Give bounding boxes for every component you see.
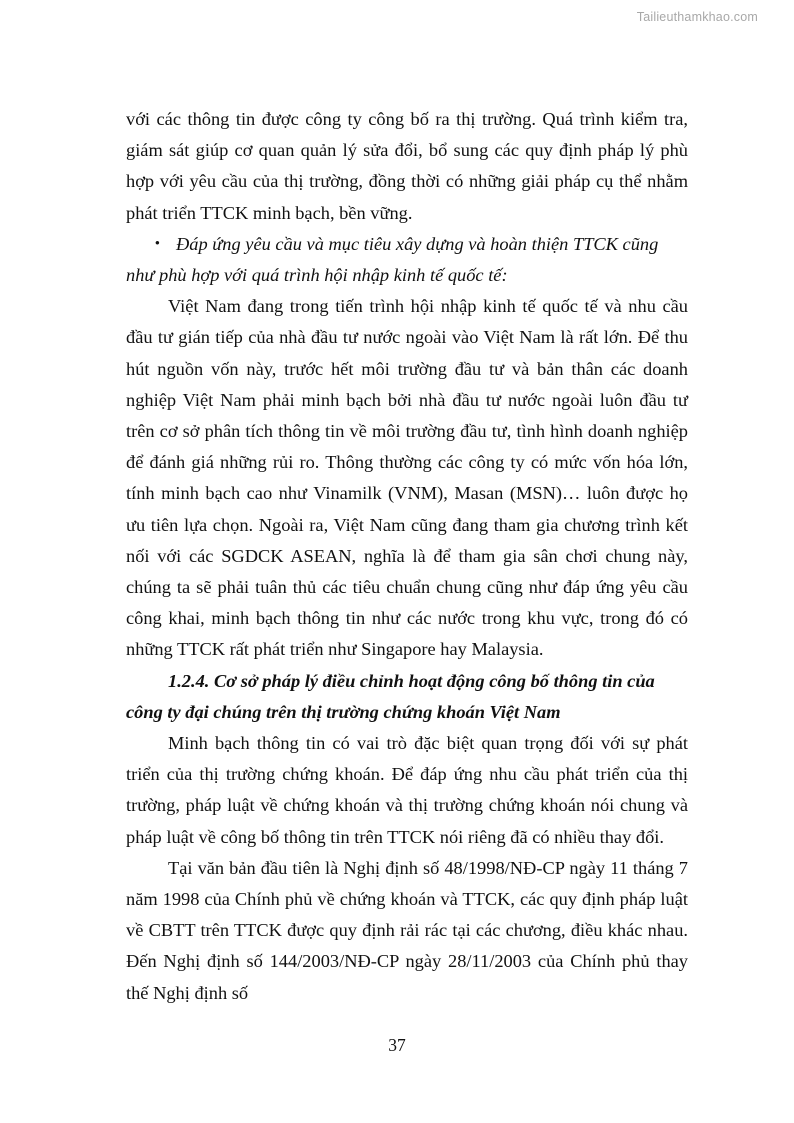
page-body [126,104,688,1009]
section-heading-1-2-4: 1.2.4. Cơ sở pháp lý điều chỉnh hoạt động công bố thông tin của công ty đại chúng trên thị trường chứng khoán Việt Nam [126,670,655,722]
page-number: 37 [388,1035,406,1055]
watermark-text: Tailieuthamkhao.com [636,10,758,24]
paragraph-continuation: với các thông tin được công ty công bố ra thị trường. Quá trình kiểm tra, giám sát giúp cơ quan quản lý sửa đổi, bổ sung các quy định pháp lý phù hợp với yêu cầu của thị trường, đồng thời có những giải pháp cụ thể nhằm phát triển TTCK minh bạch, bền vững. [126,109,688,223]
paragraph-transparency: Minh bạch thông tin có vai trò đặc biệt quan trọng đối với sự phát triển của thị trường chứng khoán. Để đáp ứng nhu cầu phát triển của thị trường, pháp luật về chứng khoán và thị trường chứng khoán nói chung và pháp luật về công bố thông tin trên TTCK nói riêng đã có nhiều thay đổi. [126,733,688,847]
paragraph-vietnam-integration: Việt Nam đang trong tiến trình hội nhập kinh tế quốc tế và nhu cầu đầu tư gián tiếp của nhà đầu tư nước ngoài vào Việt Nam là rất lớn. Để thu hút nguồn vốn này, trước hết môi trường đầu tư và bản thân các doanh nghiệp Việt Nam phải minh bạch bởi nhà đầu tư nước ngoài luôn đầu tư trên cơ sở phân tích thông tin về môi trường đầu tư, tình hình doanh nghiệp để đánh giá những rủi ro. Thông thường các công ty có mức vốn hóa lớn, tính minh bạch cao như Vinamilk (VNM), Masan (MSN)… luôn được họ ưu tiên lựa chọn. Ngoài ra, Việt Nam cũng đang tham gia chương trình kết nối với các SGDCK ASEAN, nghĩa là để tham gia sân chơi chung này, chúng ta sẽ phải tuân thủ các tiêu chuẩn chung cũng như đáp ứng yêu cầu công khai, minh bạch thông tin như các nước trong khu vực, trong đó có những TTCK rất phát triển như Singapore hay Malaysia. [126,296,688,660]
bullet-item-text: Đáp ứng yêu cầu và mục tiêu xây dựng và hoàn thiện TTCK cũng như phù hợp với quá trình hội nhập kinh tế quốc tế: [126,233,659,286]
bullet-list-item [126,229,688,291]
bullet-marker-icon: • [154,235,160,252]
paragraph-decree: Tại văn bản đầu tiên là Nghị định số 48/1998/NĐ-CP ngày 11 tháng 7 năm 1998 của Chính phủ về chứng khoán và TTCK, các quy định pháp luật về CBTT trên TTCK được quy định rải rác tại các chương, điều khác nhau. Đến Nghị định số 144/2003/NĐ-CP ngày 28/11/2003 của Chính phủ thay thế Nghị định số [126,857,688,1003]
